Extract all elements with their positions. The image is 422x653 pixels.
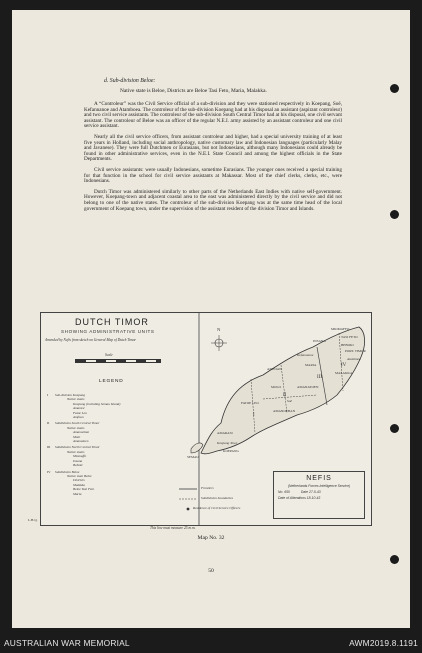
paragraph: Dutch Timor was administered similarly to other parts of the Netherlands East Indies with native self-government. However, Koepang-town and adjacent coastal area to the east was administered directly by the civil service and did not belong to one of the native states. The controleur of the sub-division Koepang was at the same time head of the local government of Koepang town, under the supervision of the assistant resident of the division Timor and Islands. (84, 188, 342, 212)
legend-group (47, 470, 173, 496)
legend-item: Koepang (including Semau Island) (73, 401, 121, 406)
legend-item: Insana (73, 458, 83, 463)
division-numeral: II (283, 393, 287, 398)
legend-item: Beloe Tasi Feto (73, 487, 95, 492)
place-label: SEMAU (187, 455, 199, 459)
place-label: AMARASI (217, 431, 233, 435)
paragraph: Nearly all the civil service officers, from assistant controleur and higher, had a special university training of at least five years in Holland, including social anthropology, native customary law and Indonesian languages (particularly Malay and Javanese). They were full Dutchmen or Eurasians, but not Indonesians, although many Indonesians could already be found in other administrative services, even in the N.E.I. State Council and among the highest officials in the State Departments. (84, 133, 342, 163)
legend-numeral: IV (47, 469, 51, 474)
map-subtitle: SHOWING ADMINISTRATIVE UNITS (61, 329, 155, 334)
legend-group (47, 445, 173, 467)
place-label: Kefannanoe (297, 353, 314, 357)
north-arrow-label: N (217, 327, 221, 332)
place-label: TASI FETO (341, 335, 358, 339)
place-label: MIOMAFFO (331, 327, 350, 331)
place-label: PORT. TIMOR (345, 349, 366, 353)
place-label: MOLO (271, 385, 281, 389)
place-label: Soë (287, 399, 292, 403)
map-note: Amended by Nefis from sketch on General Map of Dutch Timor (45, 338, 136, 342)
legend-numeral: III (47, 445, 51, 450)
place-label: AMANATOEN (297, 385, 319, 389)
nefis-date-label: Date (300, 490, 309, 494)
body-text (84, 102, 342, 216)
nefis-stamp (273, 471, 365, 519)
legend-item: Molo (73, 434, 81, 439)
legend-native: Native states (67, 449, 85, 454)
place-label: FATOE LEO (241, 401, 259, 405)
nefis-no-value: 650 (284, 490, 290, 494)
legend-item: Maria (73, 491, 82, 496)
footer-bar (0, 632, 422, 653)
place-label: KOEPANG (223, 449, 239, 453)
key-frontiers: Frontiers (201, 486, 214, 490)
legend-native: Native states (67, 397, 85, 402)
punch-hole (390, 555, 399, 564)
legend-item: Amarasi (73, 406, 85, 411)
legend-item: Districts (73, 478, 85, 483)
section-heading: d. Sub-division Beloe: (104, 78, 156, 84)
nefis-alteration-value: 18-10-43 (306, 496, 321, 500)
scale-bar (75, 359, 161, 363)
nefis-date-value: 27-5-43 (308, 490, 321, 494)
legend-item: Miomaffo (73, 454, 87, 459)
division-numeral: IV (341, 363, 347, 368)
legend-item: Amanatoen (73, 439, 89, 444)
nefis-alteration-row (274, 496, 364, 500)
place-label: Koepang Town (217, 441, 238, 445)
corner-mark: L.H.Q. (28, 518, 38, 522)
legend-item: Beboki (73, 463, 83, 468)
place-label: MALAKKA (335, 371, 353, 375)
nefis-title: NEFIS (306, 475, 332, 482)
punch-hole (390, 424, 399, 433)
legend-numeral: II (47, 421, 50, 426)
nefis-no-label: No. (278, 490, 284, 494)
key-residence: Residence of Civil Service Officers (193, 506, 241, 510)
map-caption: Map No. 32 (197, 535, 225, 541)
division-numeral: III (317, 375, 322, 380)
legend-item: Malakka (73, 482, 85, 487)
legend-title: LEGEND (99, 379, 124, 384)
nefis-alteration-label: Date of Alterations (278, 496, 306, 500)
key-boundaries: Subdivision boundaries (201, 496, 233, 500)
legend-item: Amanoeban (73, 430, 90, 435)
scale-label: Scale (105, 353, 113, 357)
scale-footnote: This line must measure 25 m.m. (150, 526, 196, 530)
footer-accession: AWM2019.8.1191 (349, 638, 418, 648)
legend-native: Native state Beloe (67, 473, 92, 478)
legend-group-title: Subdivision South Central Timor (55, 421, 100, 426)
legend-item: Amfoan (73, 415, 84, 420)
legend-group (47, 421, 173, 443)
place-label: MARIA (305, 363, 317, 367)
map-title: DUTCH TIMOR (75, 317, 149, 327)
legend-group (47, 393, 173, 419)
paragraph: Civil service assistants: were usually Indonesians, sometime Eurasians. The younger ones received a special training for that function in the school for civil service assistants at Makassar. Most of the chief clerks, clerks, etc., were Indonesians. (84, 166, 342, 185)
place-label: INSANA (313, 339, 326, 343)
paragraph: A “Controleur” was the Civil Service official of a sub-division and they were stationed respectively in Koepang, Soë, Kefannanoe and Atamboea. The controleur of the sub-division Koepang had at his disposal an assistant (aspirant controleur) and two civil service assistants. The controleur of the sub-division South Central Timor had at his disposal, one civil servant assistant. The controleur of Beloe was an officer of the regular N.E.I. army assisted by an assistant controleur and one civil service assistant. (84, 101, 342, 130)
place-label: AMANOEBAN (273, 409, 296, 413)
footer-institution: AUSTRALIAN WAR MEMORIAL (4, 638, 130, 648)
legend-numeral: I (47, 393, 49, 397)
division-numeral: I (253, 413, 255, 418)
nefis-number-row (274, 490, 364, 494)
map-legend (47, 391, 173, 496)
legend-group-title: Subdivision North Central Timor (55, 445, 100, 450)
legend-item: Fatoe Leo (73, 410, 87, 415)
punch-hole (390, 84, 399, 93)
map-figure (40, 312, 372, 526)
punch-hole (390, 210, 399, 219)
document-page (12, 10, 410, 628)
place-label: BEBOKI (341, 343, 354, 347)
place-label: Atamboea (347, 357, 361, 361)
legend-group-title: Sub-division Koepang (55, 393, 86, 397)
page-number: 50 (208, 568, 214, 574)
nefis-subtitle: (Netherlands Forces Intelligence Service) (287, 484, 351, 488)
legend-native: Native states (67, 425, 85, 430)
place-label: AMFOAN (267, 367, 282, 371)
legend-group-title: Subdivision Beloe (55, 469, 80, 474)
intro-line: Native state is Beloe, Districts are Beloe Tasi Feto, Maria, Malakka. (120, 88, 267, 94)
